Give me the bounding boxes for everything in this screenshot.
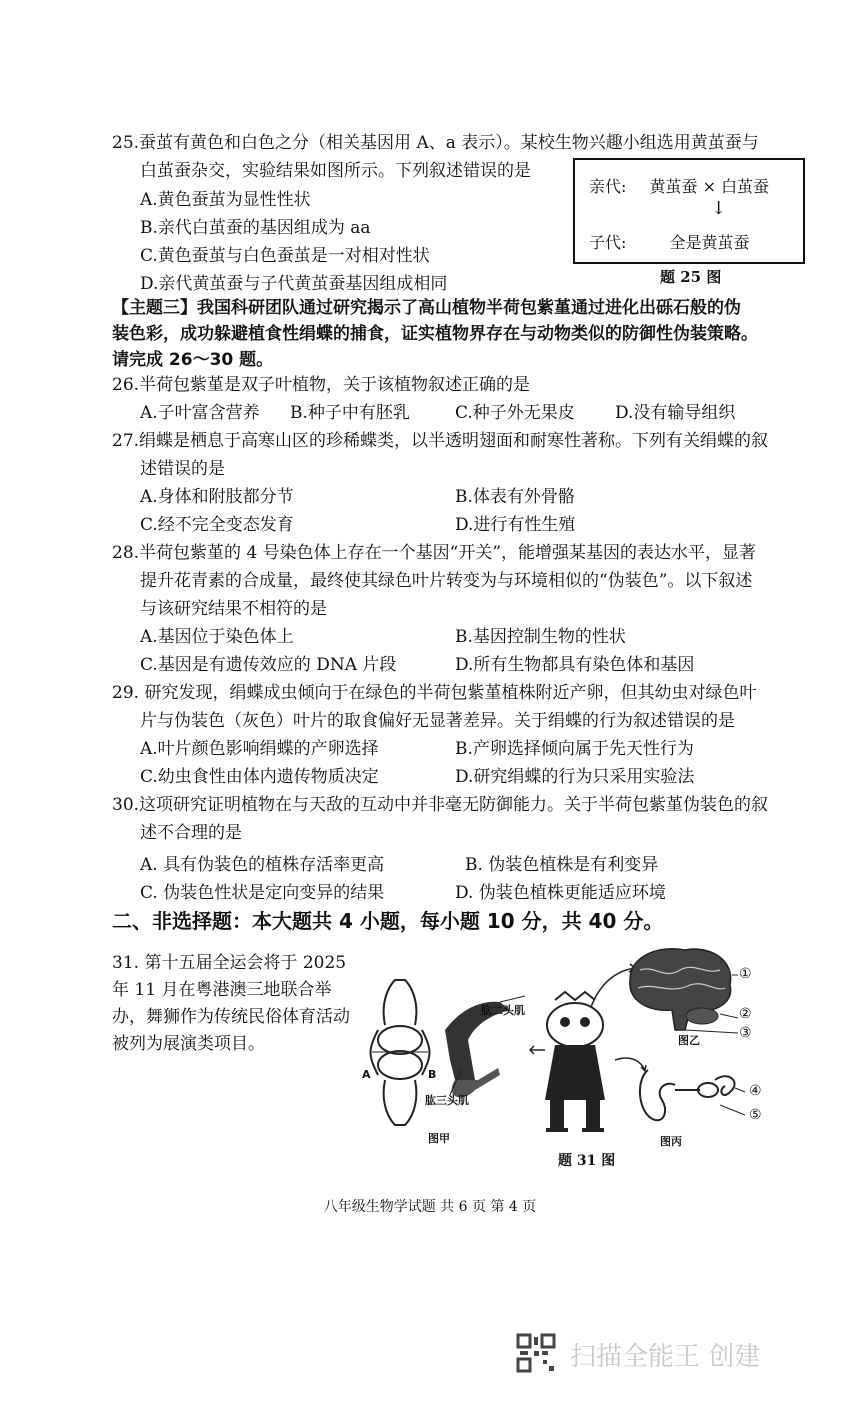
knee-label-a: A [362, 1068, 371, 1081]
q27-option-c: C.经不完全变态发育 [140, 515, 294, 535]
q30-option-a: A. 具有伪装色的植株存活率更高 [140, 855, 385, 875]
q28-stem-line3: 与该研究结果不相符的是 [140, 599, 327, 619]
knee-joint-drawing [371, 980, 430, 1125]
q25-option-d: D.亲代黄茧蚕与子代黄茧蚕基因组成相同 [140, 274, 448, 294]
knee-label-b: B [428, 1068, 437, 1081]
qr-code-icon [516, 1333, 556, 1373]
q30-stem-line1: 30.这项研究证明植物在与天敌的互动中并非毫无防御能力。关于半荷包紫堇伪装色的叙 [112, 795, 769, 815]
q28-option-d: D.所有生物都具有染色体和基因 [455, 655, 695, 675]
q25-stem-line1: 25.蚕茧有黄色和白色之分（相关基因用 A、a 表示）。某校生物兴趣小组选用黄茧蚕与 [112, 133, 759, 153]
ear-drawing [640, 1070, 745, 1120]
q25-option-a: A.黄色蚕茧为显性性状 [140, 190, 311, 210]
q27-option-a: A.身体和附肢都分节 [140, 487, 294, 507]
q25-option-b: B.亲代白茧蚕的基因组成为 aa [140, 218, 371, 238]
figure-jia-label: 图甲 [428, 1132, 450, 1145]
page-footer: 八年级生物学试题 共 6 页 第 4 页 [323, 1199, 537, 1215]
q25-figure-caption: 题 25 图 [660, 268, 722, 286]
figure-yi-label: 图乙 [678, 1034, 700, 1047]
q26-option-b: B.种子中有胚乳 [290, 403, 410, 423]
q25-figure-box [573, 158, 805, 264]
q29-option-b: B.产卵选择倾向属于先天性行为 [455, 739, 694, 759]
q29-option-a: A.叶片颜色影响绢蝶的产卵选择 [140, 739, 379, 759]
ear-marker-4: ④ [749, 1083, 762, 1099]
biceps-label: 肱二头肌 [481, 1004, 525, 1017]
figure-bing-label: 图丙 [660, 1135, 682, 1148]
q28-stem-line2: 提升花青素的合成量，最终使其绿色叶片转变为与环境相似的“伪装色”。以下叙述 [140, 571, 753, 591]
q31-figure-caption: 题 31 图 [558, 1153, 616, 1169]
q25-parent-label: 亲代: [589, 177, 627, 196]
q25-down-arrow: ↓ [711, 198, 727, 219]
triceps-label: 肱三头肌 [425, 1094, 469, 1107]
brain-drawing [630, 949, 738, 1033]
q30-option-d: D. 伪装色植株更能适应环境 [455, 883, 666, 903]
q26-option-a: A.子叶富含营养 [140, 403, 260, 423]
q30-option-c: C. 伪装色性状是定向变异的结果 [140, 883, 385, 903]
q31-text: 31. 第十五届全运会将于 2025 年 11 月在粤港澳三地联合举办，舞狮作为传统民俗体育活动被列为展演类项目。 [112, 953, 350, 1054]
q29-stem-line1: 29. 研究发现，绢蝶成虫倾向于在绿色的半荷包紫堇植株附近产卵，但其幼虫对绿色叶 [112, 683, 757, 703]
q25-figure-parent-row [589, 174, 769, 197]
q28-stem-line1: 28.半荷包紫堇的 4 号染色体上存在一个基因“开关”，能增强某基因的表达水平，显著 [112, 543, 757, 563]
q29-stem-line2: 片与伪装色（灰色）叶片的取食偏好无显著差异。关于绢蝶的行为叙述错误的是 [140, 711, 735, 731]
q29-option-d: D.研究绢蝶的行为只采用实验法 [455, 767, 695, 787]
q28-option-a: A.基因位于染色体上 [140, 627, 294, 647]
q25-parent-cross: 黄茧蚕 × 白茧蚕 [649, 177, 770, 196]
q27-option-d: D.进行有性生殖 [455, 515, 576, 535]
q31-figure [350, 940, 780, 1170]
brain-marker-2: ② [739, 1006, 752, 1022]
q26-stem: 26.半荷包紫堇是双子叶植物，关于该植物叙述正确的是 [112, 375, 531, 395]
q25-figure-child-row [589, 230, 750, 253]
lion-dancer-drawing [545, 992, 605, 1130]
q27-stem-line2: 述错误的是 [140, 459, 225, 479]
theme3-line3: 请完成 26～30 题。 [112, 350, 274, 370]
q25-stem-line2: 白茧蚕杂交，实验结果如图所示。下列叙述错误的是 [140, 161, 531, 181]
q25-child-result: 全是黄茧蚕 [669, 233, 750, 252]
q25-option-c: C.黄色蚕茧与白色蚕茧是一对相对性状 [140, 246, 430, 266]
q25-child-label: 子代: [589, 233, 627, 252]
ear-marker-5: ⑤ [749, 1107, 762, 1123]
theme3-line1: 【主题三】我国科研团队通过研究揭示了高山植物半荷包紫堇通过进化出砾石般的伪 [112, 298, 741, 318]
brain-marker-1: ① [739, 966, 752, 982]
q27-stem-line1: 27.绢蝶是栖息于高寒山区的珍稀蝶类，以半透明翅面和耐寒性著称。下列有关绢蝶的叙 [112, 431, 769, 451]
brain-marker-3: ③ [739, 1025, 752, 1041]
section2-title: 二、非选择题：本大题共 4 小题，每小题 10 分，共 40 分。 [112, 909, 664, 933]
q28-option-b: B.基因控制生物的性状 [455, 627, 626, 647]
q30-option-b: B. 伪装色植株是有利变异 [465, 855, 659, 875]
scanner-watermark: 扫描全能王 创建 [570, 1342, 761, 1372]
q27-option-b: B.体表有外骨骼 [455, 487, 575, 507]
q28-option-c: C.基因是有遗传效应的 DNA 片段 [140, 655, 397, 675]
q26-option-d: D.没有输导组织 [615, 403, 736, 423]
q26-option-c: C.种子外无果皮 [455, 403, 575, 423]
theme3-line2: 装色彩，成功躲避植食性绢蝶的捕食，证实植物界存在与动物类似的防御性伪装策略。 [112, 324, 758, 344]
q29-option-c: C.幼虫食性由体内遗传物质决定 [140, 767, 379, 787]
q30-stem-line2: 述不合理的是 [140, 823, 242, 843]
